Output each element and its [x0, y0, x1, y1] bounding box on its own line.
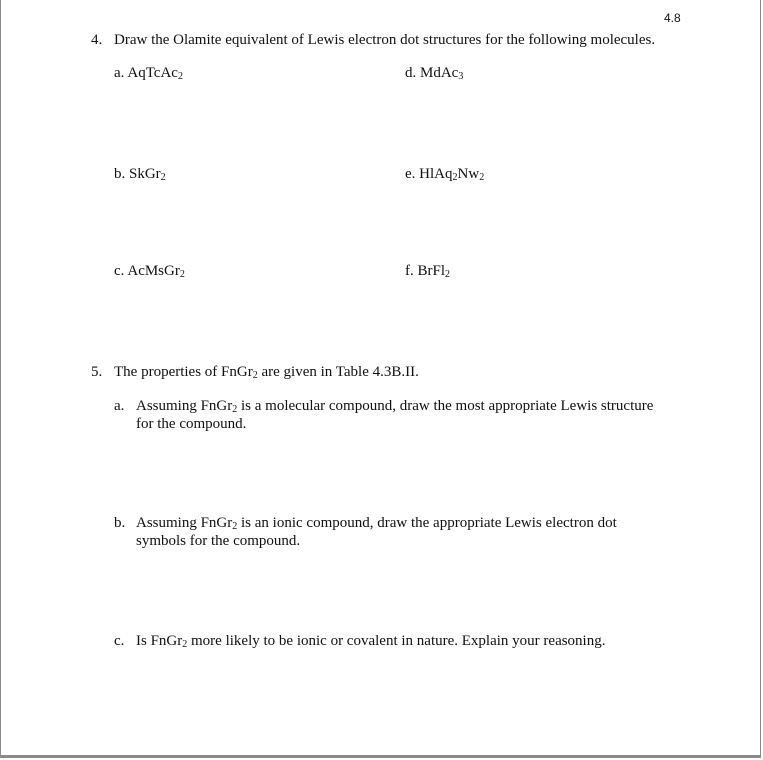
- item-formula: AqTcAc$_2$: [127, 65, 183, 82]
- page-number: 4.8: [664, 11, 681, 25]
- q5-part-a-letter: a.: [114, 398, 125, 414]
- item-letter: d.: [405, 65, 417, 81]
- item-formula: AcMsGr$_2$: [127, 263, 185, 280]
- item-letter: e.: [405, 166, 416, 182]
- item-letter: b.: [114, 166, 126, 182]
- item-letter: a.: [114, 65, 125, 81]
- question-5-number: 5.: [91, 364, 103, 380]
- q5-part-c-text: Is FnGr$_2$ more likely to be ionic or covalent in nature. Explain your reasoning.: [136, 633, 606, 650]
- item-formula: MdAc$_3$: [420, 65, 464, 82]
- q5-part-a-text: Assuming FnGr$_2$ is a molecular compound, draw the most appropriate Lewis structure for the compound.: [136, 398, 654, 432]
- item-letter: f.: [405, 263, 414, 279]
- q5-part-b-letter: b.: [114, 515, 126, 531]
- item-formula: $HlAq_2Nw_2$: [419, 166, 485, 183]
- q4-item-e: [405, 165, 484, 183]
- q4-item-b: [114, 165, 166, 183]
- q4-item-d: [405, 64, 463, 82]
- item-formula: BrFl$_2$: [417, 263, 451, 280]
- question-5-prompt: The properties of FnGr$_2$ are given in Table 4.3B.II.: [114, 364, 419, 381]
- question-4-number: 4.: [91, 32, 103, 48]
- item-letter: c.: [114, 263, 125, 279]
- q4-item-a: [114, 64, 183, 82]
- q5-part-c-letter: c.: [114, 633, 125, 649]
- question-4-prompt: Draw the Olamite equivalent of Lewis electron dot structures for the following molecules.: [114, 32, 656, 48]
- q4-item-f: [405, 262, 450, 280]
- q5-part-b-text: Assuming FnGr$_2$ is an ionic compound, draw the appropriate Lewis electron dot symbols for the compound.: [136, 515, 617, 549]
- q4-item-c: [114, 262, 185, 280]
- item-formula: SkGr$_2$: [129, 166, 166, 183]
